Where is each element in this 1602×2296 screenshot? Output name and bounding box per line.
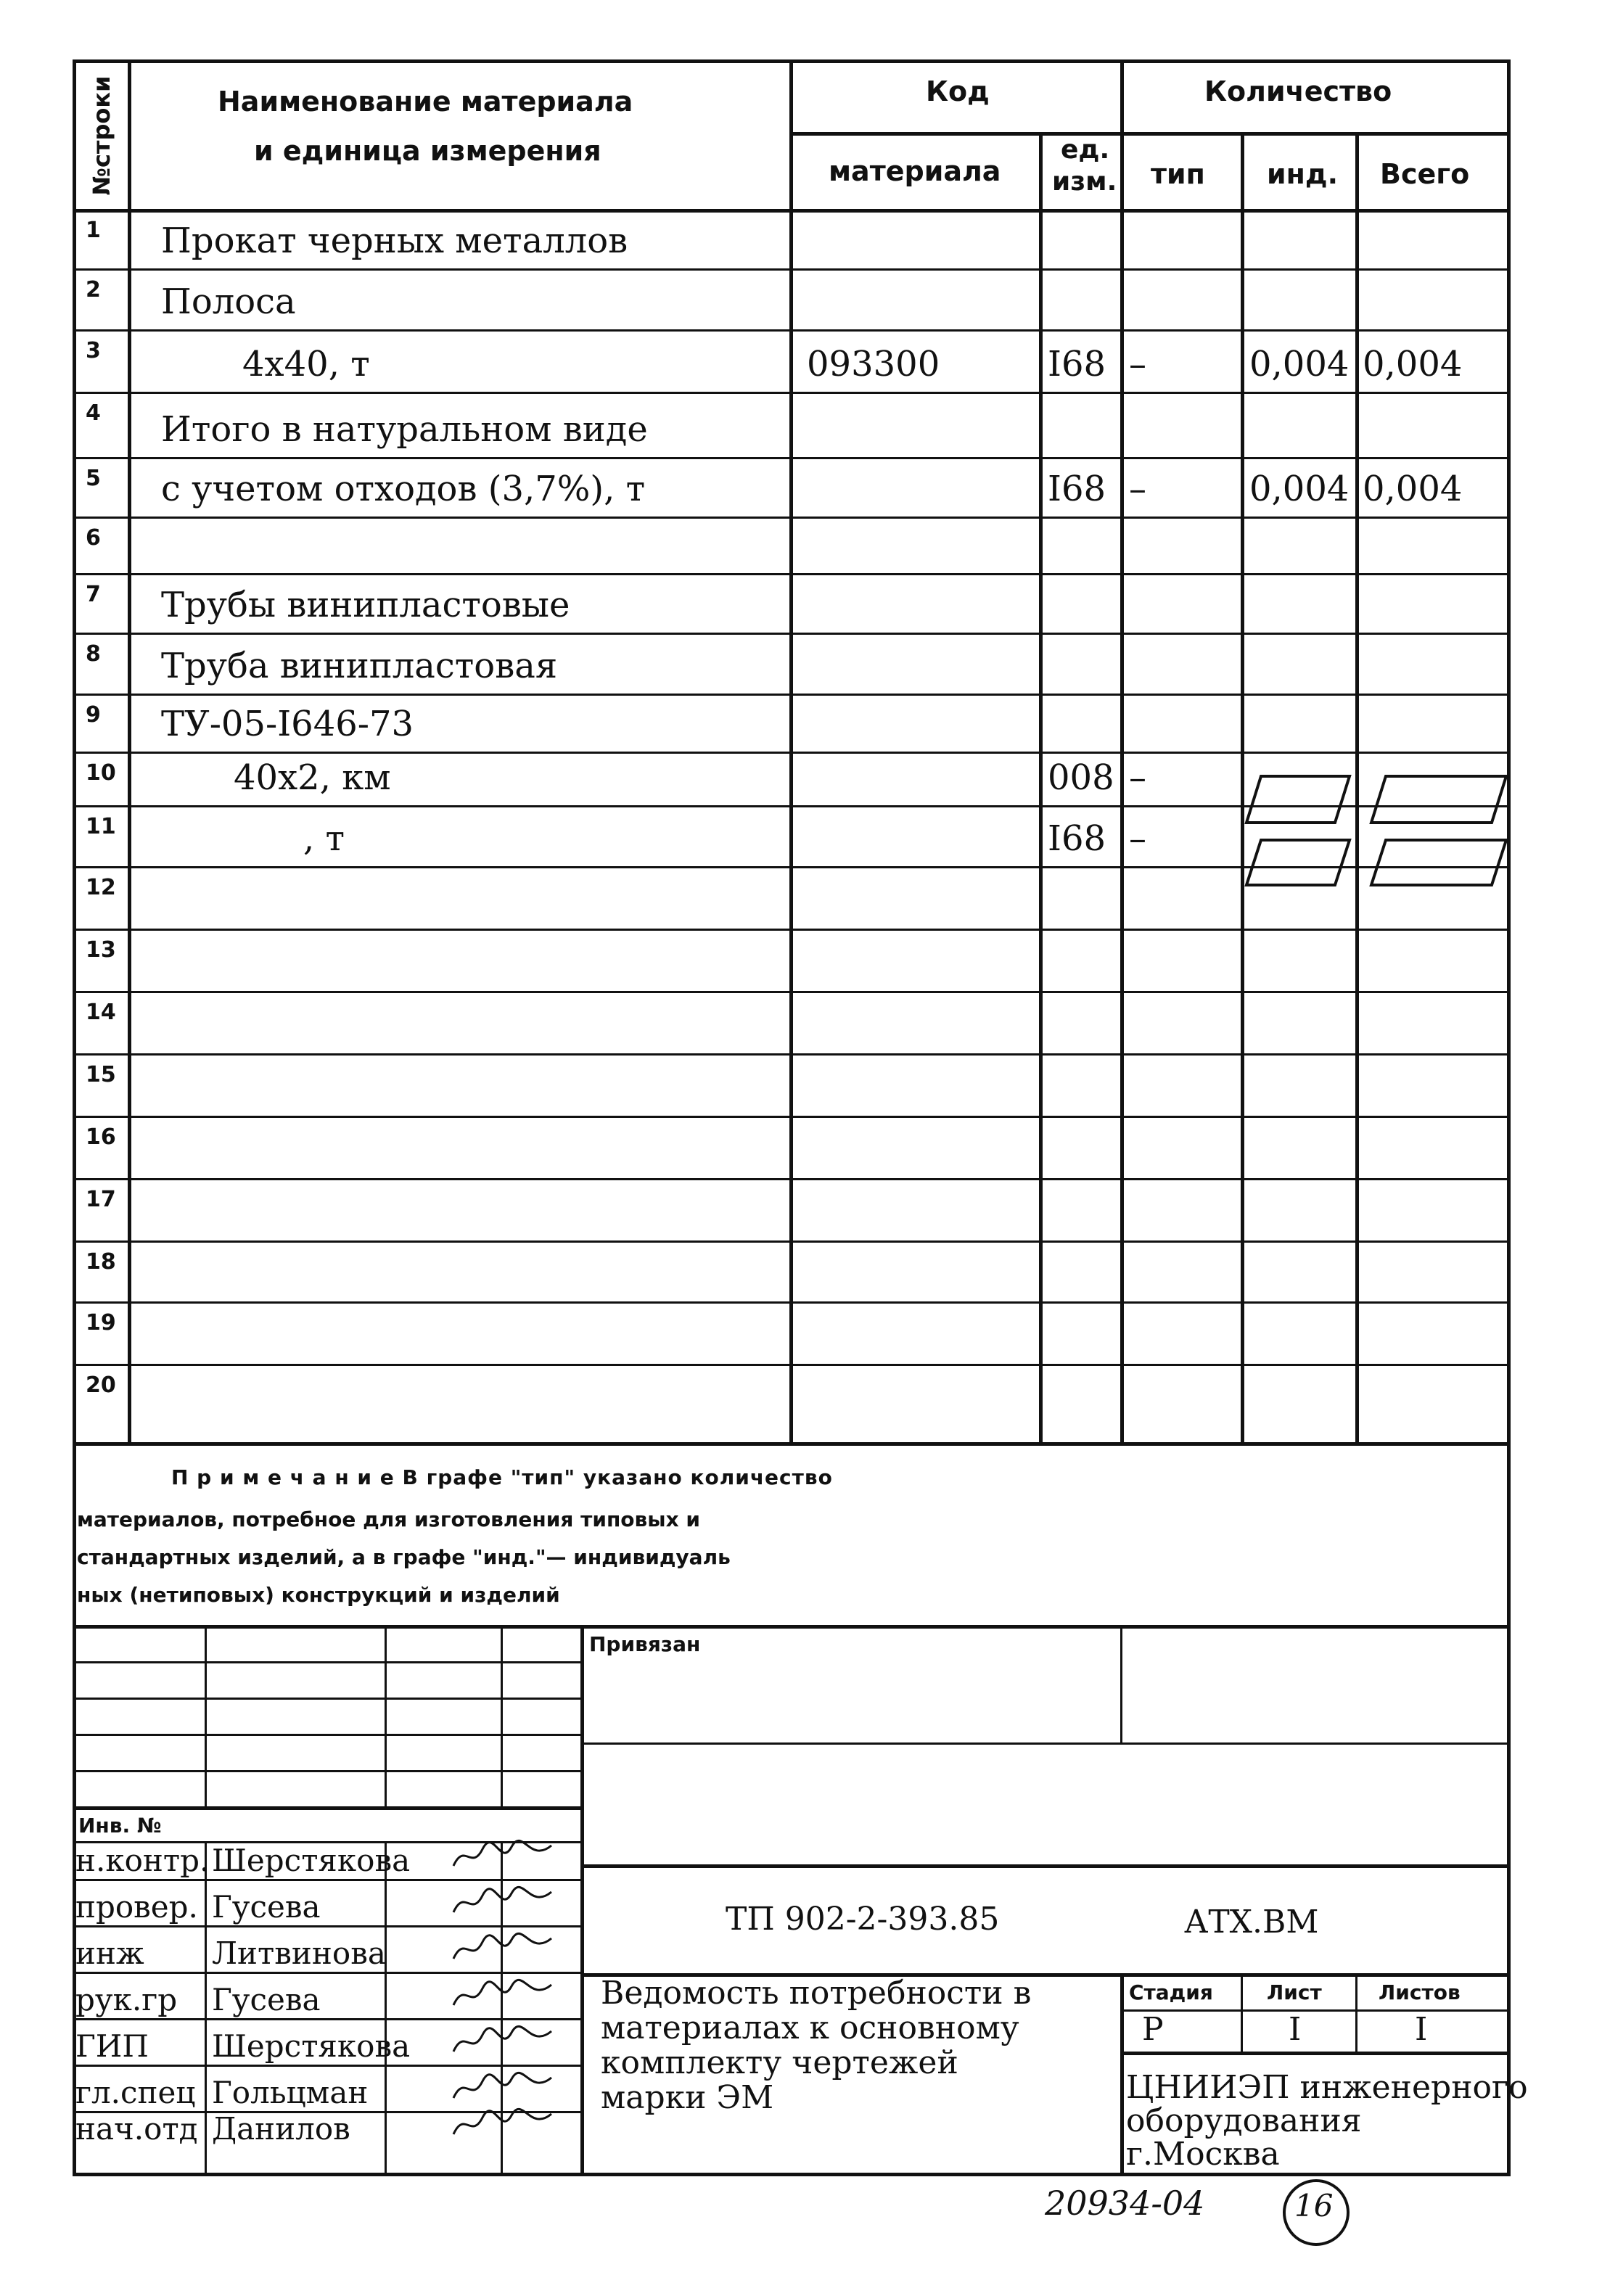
cell-ind: 0,004 (1249, 469, 1350, 509)
cell-type: – (1129, 469, 1146, 509)
note-line1: П р и м е ч а н и е В графе "тип" указано количество (171, 1465, 833, 1489)
row-number: 1 (86, 218, 101, 243)
signer-row-line (73, 2018, 580, 2020)
cell-total: 0,004 (1363, 344, 1463, 384)
signature-scribble (450, 2107, 559, 2143)
stamp-stage-label: Стадия (1129, 1980, 1213, 2004)
blank-parallelograms (1241, 769, 1511, 900)
cell-name: Труба винипластовая (161, 646, 558, 686)
stamp-title-l1: Ведомость потребности в (601, 1975, 1032, 2012)
stamp-org-l3: г.Москва (1126, 2136, 1280, 2173)
row-line (73, 1364, 1511, 1366)
signature-scribble (450, 1838, 559, 1875)
signer-role: рук.гр (75, 1982, 178, 2017)
stamp-sheet: I (1289, 2011, 1302, 2048)
stamp-top-line (73, 1625, 1511, 1629)
stamp-left-row4 (73, 1770, 580, 1772)
row-line (73, 991, 1511, 993)
stamp-left-col3 (501, 1625, 503, 1806)
cell-unit: 008 (1048, 757, 1114, 798)
signer-role: н.контр. (75, 1843, 210, 1878)
header-unit-l1: ед. (1061, 135, 1110, 165)
archive-number: 20934-04 (1045, 2184, 1205, 2223)
row-line (73, 1053, 1511, 1056)
signer-role: гл.спец (75, 2075, 196, 2110)
cell-type: – (1129, 818, 1146, 859)
signer-role: инж (75, 1935, 144, 1971)
signer-row-line (73, 1879, 580, 1881)
stamp-stage-div2 (1355, 1973, 1357, 2052)
row-line (73, 694, 1511, 696)
row-number: 11 (86, 814, 116, 839)
row-line (73, 752, 1511, 754)
stamp-title-divider (1120, 1973, 1124, 2176)
header-bottom-line (73, 209, 1511, 213)
cell-name: , т (303, 818, 345, 859)
row-line (73, 268, 1511, 271)
cell-unit: I68 (1048, 818, 1106, 859)
header-name-line1: Наименование материала (218, 86, 633, 118)
table-bottom-line (73, 1442, 1511, 1446)
row-line (73, 1301, 1511, 1304)
row-line (73, 573, 1511, 575)
row-line (73, 1240, 1511, 1243)
stamp-left-col1b (205, 1841, 207, 2176)
signer-name: Данилов (212, 2111, 350, 2147)
header-qty-group: Количество (1204, 75, 1392, 107)
note-line3: стандартных изделий, а в графе "инд."— индивидуаль (77, 1545, 731, 1569)
blank-mark-ind-10 (1246, 776, 1350, 823)
signer-role: нач.отд (75, 2111, 198, 2147)
signer-name: Шерстякова (212, 1843, 411, 1878)
stamp-left-col2 (385, 1625, 387, 1806)
stamp-stage-bottom (1120, 2052, 1511, 2055)
cell-unit: I68 (1048, 344, 1106, 384)
row-number: 9 (86, 702, 101, 728)
stamp-main-divider (580, 1625, 584, 2176)
row-number: 14 (86, 1000, 116, 1025)
stamp-mark: АТХ.ВМ (1184, 1904, 1319, 1941)
stamp-privyazan: Привязан (589, 1632, 701, 1656)
header-qty-type: тип (1151, 158, 1205, 190)
stamp-left-col2b (385, 1841, 387, 2176)
header-mid-line (789, 132, 1511, 136)
header-qty-ind: инд. (1267, 158, 1339, 190)
stamp-org-l1: ЦНИИЭП инженерного (1126, 2069, 1528, 2106)
signer-name: Гусева (212, 1982, 321, 2017)
row-number: 5 (86, 466, 101, 491)
stamp-left-col1 (205, 1625, 207, 1806)
row-number: 7 (86, 582, 101, 607)
row-line (73, 929, 1511, 931)
cell-ind: 0,004 (1249, 344, 1350, 384)
row-line (73, 329, 1511, 332)
stamp-stage-div1 (1241, 1973, 1243, 2052)
row-number: 8 (86, 641, 101, 667)
row-number: 6 (86, 525, 101, 551)
row-line (73, 457, 1511, 459)
stamp-title-l3: комплекту чертежей (601, 2044, 958, 2081)
blank-mark-ind-11 (1246, 840, 1350, 885)
row-line (73, 392, 1511, 394)
stamp-left-row1 (73, 1661, 580, 1663)
header-code-group: Код (926, 75, 990, 107)
blank-mark-total-11 (1371, 840, 1506, 885)
signer-row-line (73, 2065, 580, 2067)
signature-scribble (450, 2070, 559, 2107)
cell-name: 40х2, км (234, 757, 391, 798)
row-number: 15 (86, 1062, 116, 1087)
cell-name: 4х40, т (242, 344, 370, 384)
cell-name: с учетом отходов (3,7%), т (161, 469, 646, 509)
row-number: 16 (86, 1124, 116, 1150)
stamp-sheets: I (1415, 2011, 1428, 2048)
row-number: 19 (86, 1310, 116, 1336)
row-number: 18 (86, 1249, 116, 1275)
row-number: 12 (86, 875, 116, 900)
stamp-doc-code-top (580, 1864, 1511, 1868)
row-number: 2 (86, 277, 101, 303)
stamp-left-row3 (73, 1734, 580, 1736)
signer-row-line (73, 1972, 580, 1974)
signer-role: ГИП (75, 2028, 149, 2064)
header-name-line2: и единица измерения (254, 135, 601, 167)
row-number: 4 (86, 400, 101, 426)
row-line (73, 517, 1511, 519)
stamp-title-l4: марки ЭМ (601, 2079, 774, 2116)
stamp-org-l2: оборудования (1126, 2102, 1362, 2139)
cell-total: 0,004 (1363, 469, 1463, 509)
page-number: 16 (1294, 2188, 1334, 2223)
cell-name: Прокат черных металлов (161, 221, 628, 261)
stamp-privyazan-bottom (580, 1742, 1511, 1745)
cell-code: 093300 (807, 344, 940, 384)
cell-name: Итого в натуральном виде (161, 409, 648, 450)
stamp-stage-mid (1120, 2009, 1511, 2012)
cell-type: – (1129, 344, 1146, 384)
signature-scribble (450, 1885, 559, 1921)
header-row-number: №строки (88, 75, 115, 196)
header-qty-total: Всего (1380, 158, 1470, 190)
note-line4: ных (нетиповых) конструкций и изделий (77, 1583, 560, 1607)
stamp-doc-code: ТП 902-2-393.85 (726, 1901, 1000, 1938)
signer-name: Шерстякова (212, 2028, 411, 2064)
row-number: 20 (86, 1373, 116, 1398)
row-line (73, 633, 1511, 635)
row-line (73, 1178, 1511, 1180)
cell-type: – (1129, 757, 1146, 798)
stamp-left-row2 (73, 1698, 580, 1700)
cell-unit: I68 (1048, 469, 1106, 509)
stamp-sheet-label: Лист (1267, 1980, 1322, 2004)
row-number: 10 (86, 760, 116, 786)
signature-scribble (450, 2024, 559, 2060)
stamp-stage: Р (1142, 2011, 1164, 2048)
signer-role: провер. (75, 1889, 198, 1925)
row-line (73, 1116, 1511, 1118)
cell-name: Трубы винипластовые (161, 585, 570, 625)
row-number: 3 (86, 338, 101, 363)
cell-name: Полоса (161, 281, 296, 322)
row-number: 13 (86, 937, 116, 963)
header-code-material: материала (829, 155, 1001, 187)
signer-row-line (73, 1925, 580, 1927)
stamp-sheets-label: Листов (1379, 1980, 1461, 2004)
blank-mark-total-10 (1371, 776, 1506, 823)
row-number: 17 (86, 1187, 116, 1212)
signer-name: Гольцман (212, 2075, 369, 2110)
note-line2: материалов, потребное для изготовления типовых и (77, 1507, 700, 1531)
signature-scribble (450, 1931, 559, 1967)
stamp-left-row5 (73, 1806, 580, 1810)
stamp-privyazan-divider (1120, 1625, 1122, 1742)
signature-scribble (450, 1978, 559, 2014)
signer-name: Гусева (212, 1889, 321, 1925)
signer-name: Литвинова (212, 1935, 386, 1971)
stamp-inv-no: Инв. № (78, 1814, 162, 1838)
header-unit-l2: изм. (1052, 167, 1117, 197)
stamp-title-l2: материалах к основному (601, 2009, 1019, 2046)
cell-name: ТУ-05-I646-73 (161, 704, 414, 744)
